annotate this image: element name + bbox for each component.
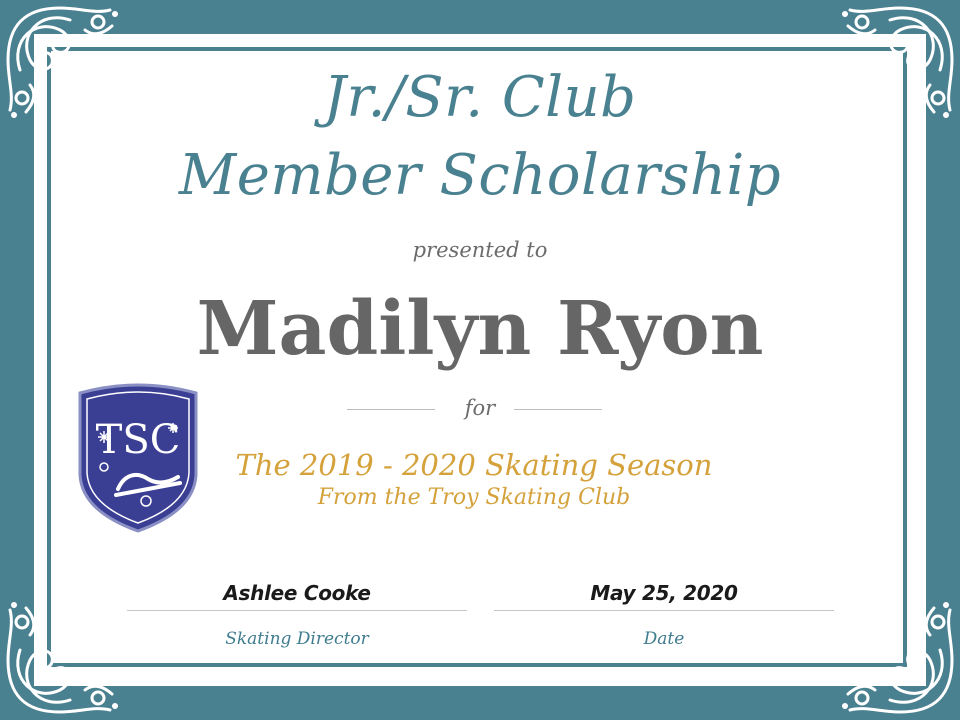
date-value: May 25, 2020 (590, 581, 738, 605)
director-signature-block (127, 578, 467, 649)
logo-text: TSC (95, 417, 181, 463)
divider-line-right (514, 409, 602, 410)
signature-line (127, 610, 467, 611)
filigree-ornament-icon (0, 590, 130, 720)
certificate-title-line2: Member Scholarship (178, 143, 782, 208)
date-caption: Date (643, 629, 685, 649)
recipient-name: Madilyn Ryon (196, 286, 764, 372)
season-text: The 2019 - 2020 Skating Season (235, 448, 713, 482)
certificate-title-line1: Jr./Sr. Club (323, 65, 637, 130)
director-signature: Ashlee Cooke (223, 581, 371, 605)
director-caption: Skating Director (225, 629, 369, 649)
filigree-ornament-icon (830, 590, 960, 720)
from-club-text: From the Troy Skating Club (317, 485, 631, 510)
presented-to-label: presented to (412, 238, 548, 262)
for-label: for (464, 396, 496, 420)
date-line (494, 610, 834, 611)
date-block (494, 578, 834, 649)
